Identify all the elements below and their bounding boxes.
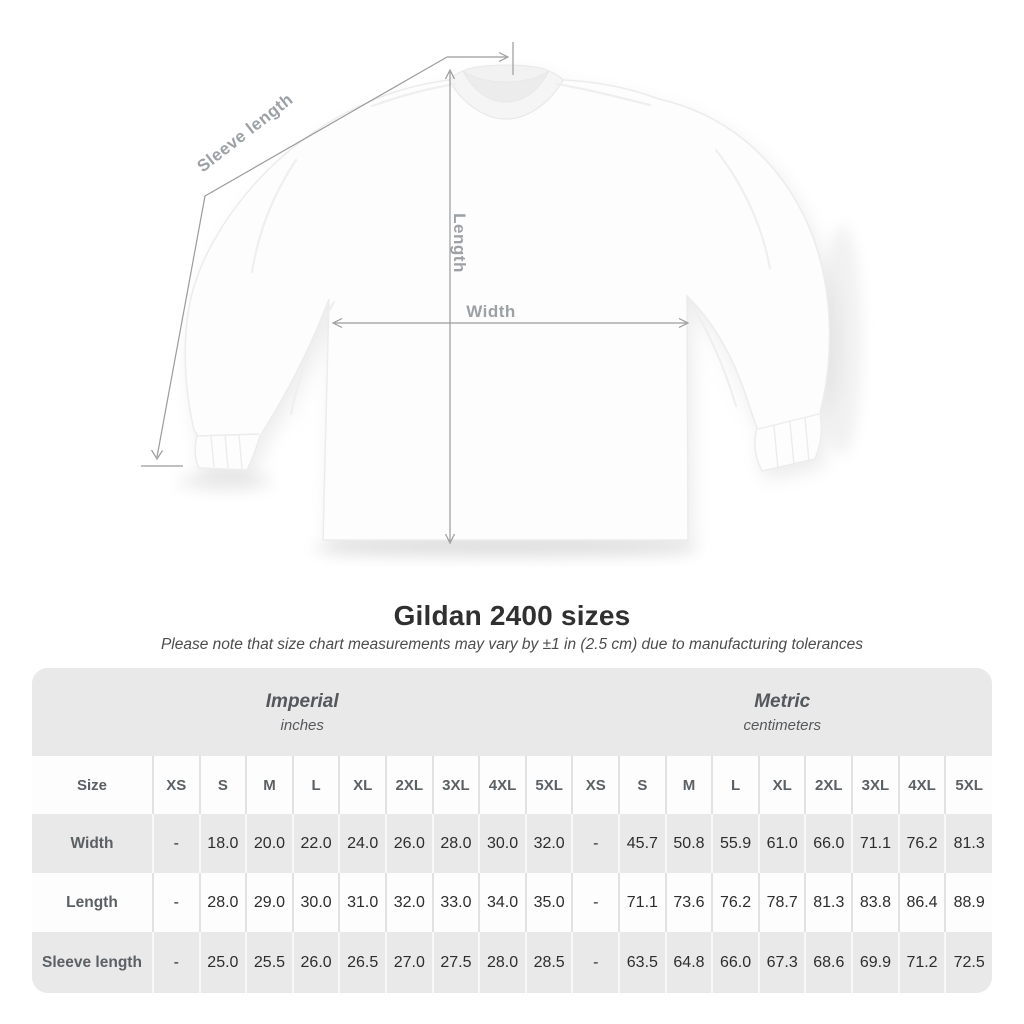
- value-cell: 18.0: [200, 814, 247, 873]
- size-col-header: XL: [759, 756, 806, 814]
- value-cell: 28.0: [479, 932, 526, 993]
- value-cell: 68.6: [805, 932, 852, 993]
- value-cell: 66.0: [805, 814, 852, 873]
- value-cell: 34.0: [479, 873, 526, 932]
- value-cell: -: [572, 873, 619, 932]
- value-cell: 26.0: [386, 814, 433, 873]
- value-cell: 20.0: [246, 814, 293, 873]
- size-col-header: 5XL: [945, 756, 992, 814]
- value-cell: 28.0: [200, 873, 247, 932]
- size-col-header: XS: [572, 756, 619, 814]
- value-cell: 78.7: [759, 873, 806, 932]
- value-cell: 71.2: [899, 932, 946, 993]
- value-cell: 50.8: [666, 814, 713, 873]
- metric-sublabel: centimeters: [743, 716, 821, 734]
- value-cell: 71.1: [619, 873, 666, 932]
- value-cell: 66.0: [712, 932, 759, 993]
- value-cell: 25.0: [200, 932, 247, 993]
- value-cell: 88.9: [945, 873, 992, 932]
- value-cell: -: [572, 814, 619, 873]
- value-cell: 28.5: [526, 932, 573, 993]
- page-subtitle: Please note that size chart measurements may vary by ±1 in (2.5 cm) due to manufacturing tolerances: [160, 636, 864, 653]
- value-cell: 76.2: [712, 873, 759, 932]
- value-cell: 81.3: [805, 873, 852, 932]
- page-title: Gildan 2400 sizes: [393, 600, 631, 631]
- value-cell: 28.0: [433, 814, 480, 873]
- size-col-header: 5XL: [526, 756, 573, 814]
- value-cell: 64.8: [666, 932, 713, 993]
- unit-header-row: [32, 668, 992, 756]
- size-col-header: M: [666, 756, 713, 814]
- value-cell: -: [153, 814, 200, 873]
- size-col-header: S: [200, 756, 247, 814]
- size-col-header: XS: [153, 756, 200, 814]
- table-row: [32, 814, 992, 873]
- value-cell: 61.0: [759, 814, 806, 873]
- metric-header: [572, 668, 992, 756]
- value-cell: 35.0: [526, 873, 573, 932]
- imperial-label: Imperial: [265, 690, 339, 712]
- table-row: [32, 873, 992, 932]
- value-cell: 76.2: [899, 814, 946, 873]
- value-cell: 27.0: [386, 932, 433, 993]
- row-label: Width: [32, 814, 153, 873]
- size-header-row: [32, 756, 992, 814]
- sleeve-length-label: Sleeve length: [193, 89, 297, 177]
- value-cell: 55.9: [712, 814, 759, 873]
- length-label: Length: [450, 213, 469, 273]
- value-cell: 45.7: [619, 814, 666, 873]
- size-col-header: L: [293, 756, 340, 814]
- size-col-header: 2XL: [386, 756, 433, 814]
- value-cell: 26.0: [293, 932, 340, 993]
- row-label: Length: [32, 873, 153, 932]
- value-cell: 30.0: [479, 814, 526, 873]
- size-col-header: 2XL: [805, 756, 852, 814]
- value-cell: 22.0: [293, 814, 340, 873]
- value-cell: 33.0: [433, 873, 480, 932]
- size-chart-table: [32, 668, 992, 993]
- value-cell: -: [153, 873, 200, 932]
- size-col-header: M: [246, 756, 293, 814]
- size-col-header: 3XL: [433, 756, 480, 814]
- size-chart: [32, 668, 992, 993]
- value-cell: 25.5: [246, 932, 293, 993]
- size-col-header: S: [619, 756, 666, 814]
- value-cell: 63.5: [619, 932, 666, 993]
- value-cell: -: [153, 932, 200, 993]
- value-cell: 26.5: [339, 932, 386, 993]
- size-col-header: 4XL: [899, 756, 946, 814]
- value-cell: 32.0: [386, 873, 433, 932]
- size-col-header: L: [712, 756, 759, 814]
- value-cell: 73.6: [666, 873, 713, 932]
- table-row: [32, 932, 992, 993]
- value-cell: 30.0: [293, 873, 340, 932]
- row-label: Sleeve length: [32, 932, 153, 993]
- value-cell: 29.0: [246, 873, 293, 932]
- size-col-header: 3XL: [852, 756, 899, 814]
- value-cell: 81.3: [945, 814, 992, 873]
- imperial-sublabel: inches: [280, 716, 324, 734]
- imperial-header: [32, 668, 572, 756]
- size-col-header: 4XL: [479, 756, 526, 814]
- value-cell: 83.8: [852, 873, 899, 932]
- size-column-header: Size: [32, 756, 153, 814]
- value-cell: 86.4: [899, 873, 946, 932]
- size-col-header: XL: [339, 756, 386, 814]
- value-cell: 32.0: [526, 814, 573, 873]
- width-label: Width: [466, 302, 516, 321]
- metric-label: Metric: [754, 690, 811, 712]
- value-cell: 31.0: [339, 873, 386, 932]
- value-cell: 71.1: [852, 814, 899, 873]
- value-cell: 69.9: [852, 932, 899, 993]
- value-cell: 24.0: [339, 814, 386, 873]
- value-cell: -: [572, 932, 619, 993]
- value-cell: 67.3: [759, 932, 806, 993]
- value-cell: 27.5: [433, 932, 480, 993]
- value-cell: 72.5: [945, 932, 992, 993]
